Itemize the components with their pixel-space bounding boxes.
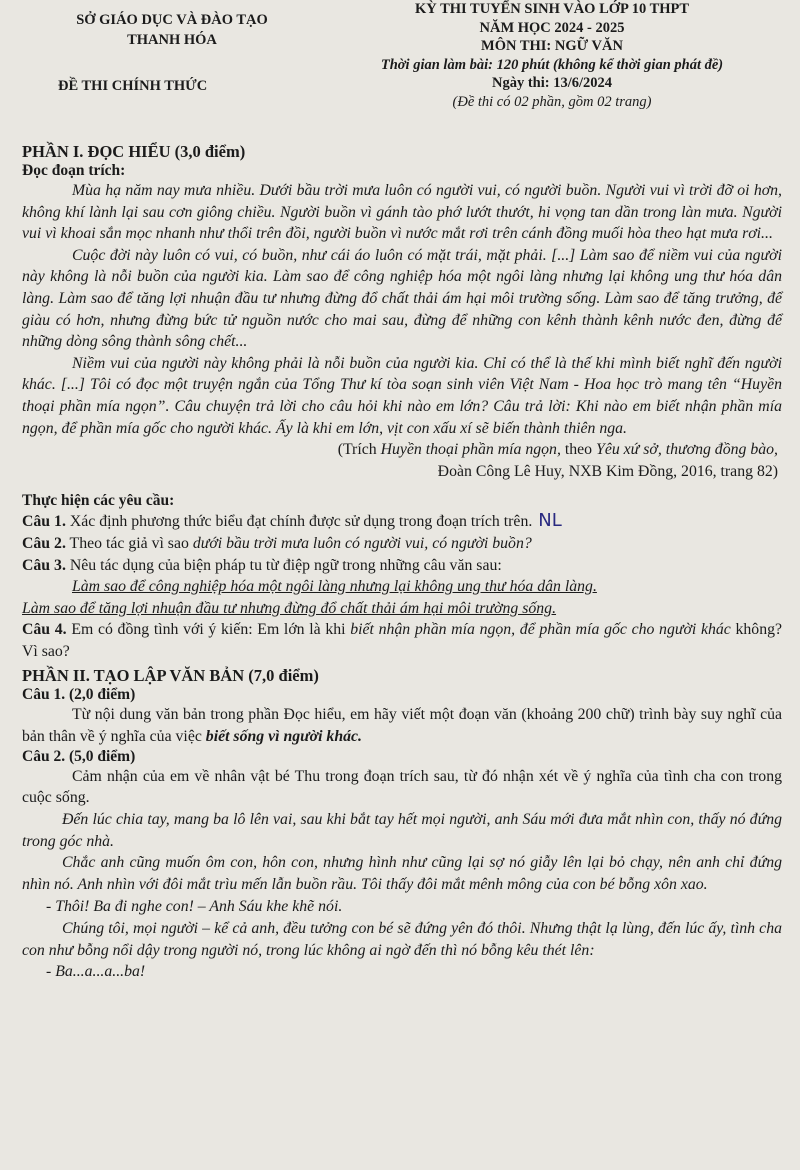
question-4-number: Câu 4. bbox=[22, 621, 67, 639]
part2-question-1-topic: biết sống vì người khác. bbox=[205, 728, 362, 746]
question-2-text: Theo tác giả vì sao bbox=[65, 534, 193, 552]
question-1-number: Câu 1. bbox=[22, 513, 66, 531]
question-4 bbox=[22, 619, 782, 662]
exam-date: Ngày thi: 13/6/2024 bbox=[491, 75, 613, 91]
question-3 bbox=[22, 555, 782, 577]
source-mid: theo bbox=[560, 441, 597, 459]
part2-question-1-text: Từ nội dung văn bản trong phần Đọc hiểu, em hãy viết một đoạn văn (khoảng 200 chữ) trình bày suy nghĩ của bản thân về ý nghĩa của việc bbox=[22, 706, 782, 746]
question-3-line-1 bbox=[22, 576, 782, 598]
source-prefix: (Trích bbox=[337, 441, 381, 459]
question-3-line-2 bbox=[22, 598, 782, 620]
story-paragraph-2: Chắc anh cũng muốn ôm con, hôn con, nhưng hình như cũng lại sợ nó giẫy lên lại bỏ chạy, nên anh chỉ đứng nhìn nó. Anh nhìn với đôi mắt trìu mến lẫn buồn rầu. Tôi thấy đôi mắt mênh mông của con bé bỗng xôn xao. bbox=[22, 854, 782, 894]
part2-question-1-title: Câu 1. (2,0 điểm) bbox=[22, 686, 136, 704]
time-limit: Thời gian làm bài: 120 phút (không kể thời gian phát đề) bbox=[380, 56, 724, 73]
part1-title: PHẦN I. ĐỌC HIỂU (3,0 điểm) bbox=[22, 142, 246, 161]
department-block bbox=[42, 10, 302, 50]
part2-question-1 bbox=[22, 704, 782, 747]
excerpt-source-line2: Đoàn Công Lê Huy, NXB Kim Đồng, 2016, trang 82) bbox=[437, 462, 778, 480]
school-year: NĂM HỌC 2024 - 2025 bbox=[479, 19, 625, 36]
exam-header bbox=[22, 0, 782, 138]
quote-line-2: Làm sao để tăng lợi nhuận đầu tư nhưng đừng đổ chất thải ám hại môi trường sống. bbox=[22, 599, 557, 617]
question-4-quote: biết nhận phần mía ngọn, để phần mía gốc cho người khác bbox=[350, 621, 731, 639]
exam-title: KỲ THI TUYỂN SINH VÀO LỚP 10 THPT bbox=[414, 1, 690, 17]
quote-line-1: Làm sao để công nghiệp hóa một ngôi làng nhưng lại không ung thư hóa dân làng. bbox=[72, 578, 597, 596]
official-label: ĐỀ THI CHÍNH THỨC bbox=[58, 78, 208, 94]
requirements-label: Thực hiện các yêu cầu: bbox=[22, 492, 175, 510]
exam-info-block bbox=[322, 0, 782, 111]
page-note: (Đề thi có 02 phần, gồm 02 trang) bbox=[452, 93, 652, 110]
question-4-text: Em có đồng tình với ý kiến: Em lớn là khi bbox=[66, 621, 351, 639]
source-title: Huyền thoại phần mía ngọn, bbox=[380, 441, 561, 459]
story-paragraph-3: - Thôi! Ba đi nghe con! – Anh Sáu khe khẽ nói. bbox=[46, 898, 343, 916]
story-paragraph-5: - Ba...a...a...ba! bbox=[46, 963, 146, 981]
question-4-end: không? Vì sao? bbox=[22, 621, 783, 660]
excerpt-paragraph-1: Mùa hạ năm nay mưa nhiều. Dưới bầu trời mưa luôn có người vui, có người buồn. Người vui vì trời đỡ oi hơn, không khí lành lại sau cơn giông chiều. Người buồn vì gánh tào phớ lướt thướt, hi vọng tan dần trong làn mưa. Người vui vì khoai sắn mọc nhanh như thổi trên đồi, người buồn vì nước mắt rơi trên cánh đồng muối hòa theo hạt mưa rơi... bbox=[22, 182, 782, 243]
excerpt-paragraph-3: Niềm vui của người này không phải là nỗi buồn của người kia. Chỉ có thể là thế khi mình biết nghĩ đến người khác. [...] Tôi có đọc một truyện ngắn của Tổng Thư kí tòa soạn sinh viên Việt Nam - Hoa học trò mang tên “Huyền thoại phần mía ngọn”. Câu chuyện trả lời cho câu hỏi khi nào em lớn? Câu trả lời: Khi nào em biết nhận phần mía ngọn, để phần mía gốc cho người khác. Ấy là khi em lớn, vịt con xấu xí sẽ biến thành thiên nga. bbox=[22, 354, 782, 437]
excerpt-paragraph-2: Cuộc đời này luôn có vui, có buồn, như cái áo luôn có mặt trái, mặt phải. [...] Làm sao để niềm vui của người này không là nỗi buồn của người kia. Làm sao để công nghiệp hóa một ngôi làng nhưng lại không ung thư hóa dân làng. Làm sao để tăng lợi nhuận đầu tư nhưng đừng đổ chất thải ám hại môi trường sống. Làm sao để tăng trưởng, để giàu có hơn, nhưng đừng bức tử nguồn nước cho mai sau, đừng để những con kênh thành kênh nước đen, đừng để những dòng sông thành sông chết... bbox=[22, 246, 782, 351]
subject: MÔN THI: NGỮ VĂN bbox=[481, 38, 623, 54]
part2-title: PHẦN II. TẠO LẬP VĂN BẢN (7,0 điểm) bbox=[22, 666, 319, 686]
handwritten-mark: NL bbox=[538, 510, 562, 532]
story-paragraph-4: Chúng tôi, mọi người – kể cả anh, đều tưởng con bé sẽ đứng yên đó thôi. Nhưng thật lạ lùng, đến lúc ấy, tình cha con như bỗng nổi dậy trong người nó, trong lúc không ai ngờ đến thì nó bỗng kêu thét lên: bbox=[22, 919, 782, 959]
question-1 bbox=[22, 510, 782, 533]
excerpt-source bbox=[22, 439, 782, 461]
part2-question-2: Cảm nhận của em về nhân vật bé Thu trong đoạn trích sau, từ đó nhận xét về ý nghĩa của tình cha con trong cuộc sống. bbox=[22, 767, 782, 807]
part2-question-2-title: Câu 2. (5,0 điểm) bbox=[22, 747, 136, 765]
question-2 bbox=[22, 533, 782, 555]
question-1-text: Xác định phương thức biểu đạt chính được sử dụng trong đoạn trích trên. bbox=[65, 513, 533, 531]
department-line-2: THANH HÓA bbox=[127, 32, 217, 48]
question-3-text: Nêu tác dụng của biện pháp tu từ điệp ngữ trong những câu văn sau: bbox=[65, 556, 502, 574]
source-book: Yêu xứ sở, thương đồng bào, bbox=[596, 441, 778, 459]
department-line-1: SỞ GIÁO DỤC VÀ ĐÀO TẠO bbox=[76, 12, 268, 28]
question-2-quote: dưới bầu trời mưa luôn có người vui, có người buồn? bbox=[192, 534, 532, 552]
story-paragraph-1: Đến lúc chia tay, mang ba lô lên vai, sau khi bắt tay hết mọi người, anh Sáu mới đưa mắt nhìn con, thấy nó đứng trong góc nhà. bbox=[22, 810, 782, 850]
question-2-number: Câu 2. bbox=[22, 534, 66, 552]
question-3-number: Câu 3. bbox=[22, 556, 66, 574]
excerpt-label: Đọc đoạn trích: bbox=[22, 162, 126, 179]
